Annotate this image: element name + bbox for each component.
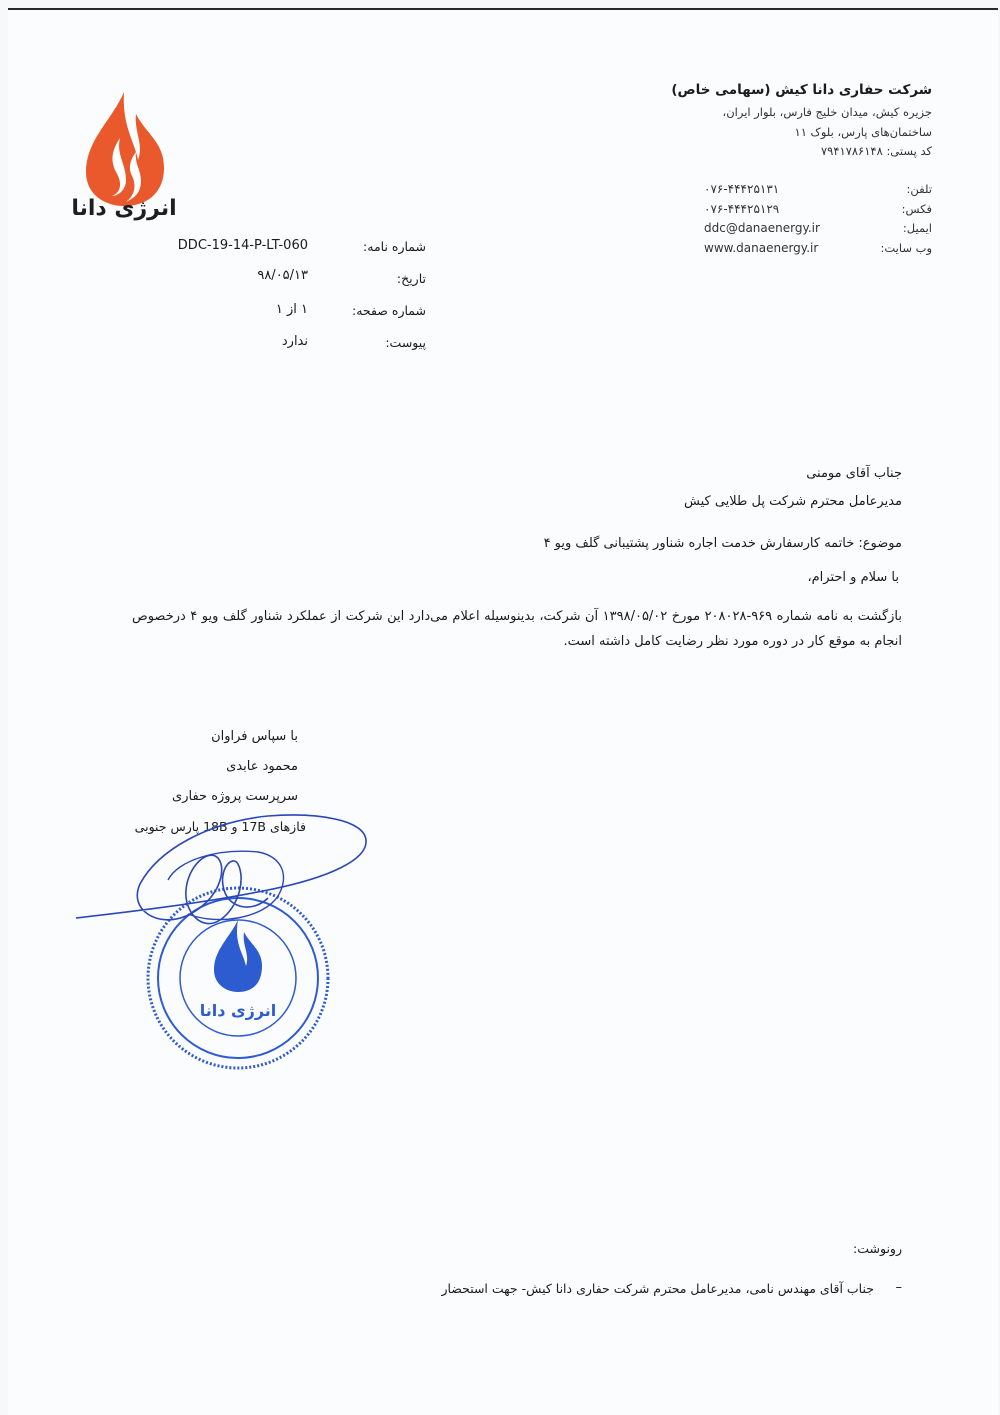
signer-position: سرپرست پروژه حفاری [172, 789, 298, 804]
body-paragraph: بازگشت به نامه شماره ۹۶۹-۲۰۸۰۲۸ مورخ ۱۳۹۸/۰۵/۰۲ آن شرکت، بدینوسیله اعلام می‌دارد این شرکت از عملکرد شناور گلف ویو ۴ درخصوص انجام به موقع کار در دوره مورد نظر رضایت کامل داشته است. [132, 609, 902, 649]
closing: با سپاس فراوان [211, 729, 298, 744]
phone-label: تلفن: [906, 182, 932, 196]
page-label: شماره صفحه: [352, 303, 426, 318]
attachment-value: ندارد [281, 334, 308, 349]
company-name: شرکت حفاری دانا کیش (سهامی خاص) [671, 82, 932, 98]
email-value: ddc@danaenergy.ir [704, 221, 820, 235]
address-line-2: ساختمان‌های پارس، بلوک ۱۱ [794, 124, 932, 139]
address-line-1: جزیره کیش، میدان خلیج فارس، بلوار ایران، [722, 105, 932, 119]
subject-line: موضوع: خاتمه کارسفارش خدمت اجاره شناور پشتیبانی گلف ویو ۴ [543, 536, 902, 551]
recipient-block [684, 460, 902, 516]
logo-text: انرژی دانا [71, 196, 177, 221]
fax-value: ۰۷۶-۴۴۴۲۵۱۲۹ [704, 201, 780, 216]
cc-item: جناب آقای مهندس نامی، مدیرعامل محترم شرکت حفاری دانا کیش- جهت استحضار [441, 1281, 874, 1296]
greeting: با سلام و احترام، [807, 570, 899, 585]
signer-name: محمود عابدی [226, 759, 298, 774]
website-value: www.danaenergy.ir [704, 240, 819, 255]
postal-label: کد پستی: [886, 144, 932, 158]
attachment-label: پیوست: [385, 335, 426, 350]
page-value: ۱ از ۱ [275, 302, 308, 317]
contact-row-email [692, 221, 932, 241]
company-header [671, 82, 932, 162]
cc-title: رونوشت: [853, 1241, 902, 1256]
stamp-and-signature [68, 800, 378, 1070]
cc-dash: – [895, 1280, 902, 1295]
contact-row-website [692, 241, 932, 261]
letter-number: DDC-19-14-P-LT-060 [177, 238, 308, 253]
svg-text:انرژی دانا: انرژی دانا [199, 1001, 277, 1020]
contact-block [692, 182, 932, 260]
postal-code: ۷۹۴۱۷۸۶۱۴۸ [821, 144, 883, 158]
signer-project: فازهای 17B و 18B پارس جنوبی [134, 819, 306, 834]
contact-row-fax [692, 202, 932, 222]
recipient-name: جناب آقای مومنی [806, 466, 902, 481]
postal-line [671, 142, 932, 162]
date-label: تاریخ: [396, 271, 426, 286]
email-label: ایمیل: [902, 221, 932, 235]
contact-row-phone [692, 182, 932, 202]
date-value: ۹۸/۰۵/۱۳ [257, 268, 308, 283]
phone-value: ۰۷۶-۴۴۴۲۵۱۳۱ [704, 182, 780, 196]
website-label: وب سایت: [880, 240, 932, 255]
recipient-title: مدیرعامل محترم شرکت پل طلایی کیش [684, 494, 902, 509]
letter-number-label: شماره نامه: [363, 239, 426, 254]
letter-page [8, 8, 998, 1415]
fax-label: فکس: [901, 201, 932, 216]
